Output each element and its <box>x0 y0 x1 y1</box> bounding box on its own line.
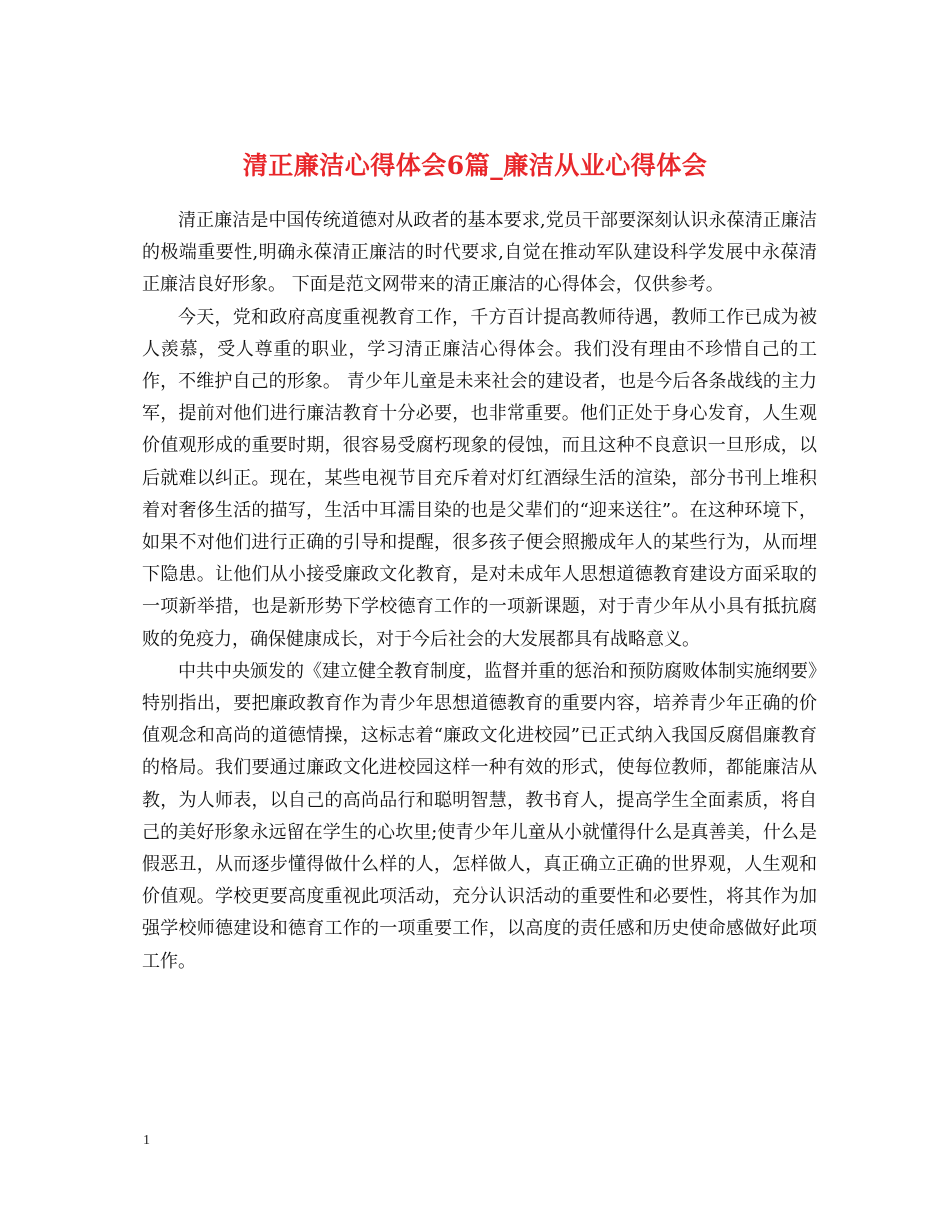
document-body <box>142 205 817 978</box>
document-title: 清正廉洁心得体会6篇_廉洁从业心得体会 <box>242 150 708 180</box>
paragraph-intro: 清正廉洁是中国传统道德对从政者的基本要求,党员干部要深刻认识永葆清正廉洁的极端重要性,明确永葆清正廉洁的时代要求,自觉在推动军队建设科学发展中永葆清正廉洁良好形象。 下面是范文网带来的清正廉洁的心得体会，仅供参考。 <box>142 210 817 296</box>
paragraph-teachers: 今天，党和政府高度重视教育工作，千方百计提高教师待遇，教师工作已成为被人羡慕，受人尊重的职业，学习清正廉洁心得体会。我们没有理由不珍惜自己的工作，不维护自己的形象。 青少年儿童是未来社会的建设者，也是今后各条战线的主力军，提前对他们进行廉洁教育十分必要，也非常重要。他们正处于身心发育，人生观价值观形成的重要时期，很容易受腐朽现象的侵蚀，而且这种不良意识一旦形成，以后就难以纠正。现在，某些电视节目充斥着对灯红酒绿生活的渲染，部分书刊上堆积着对奢侈生活的描写，生活中耳濡目染的也是父辈们的“迎来送往”。在这种环境下，如果不对他们进行正确的引导和提醒，很多孩子便会照搬成年人的某些行为，从而埋下隐患。让他们从小接受廉政文化教育，是对未成年人思想道德教育建设方面采取的一项新举措，也是新形势下学校德育工作的一项新课题，对于青少年从小具有抵抗腐败的免疫力，确保健康成长，对于今后社会的大发展都具有战略意义。 <box>142 306 817 650</box>
paragraph-central-outline: 中共中央颁发的《建立健全教育制度，监督并重的惩治和预防腐败体制实施纲要》特别指出，要把廉政教育作为青少年思想道德教育的重要内容，培养青少年正确的价值观念和高尚的道德情操，这标志着“廉政文化进校园”已正式纳入我国反腐倡廉教育的格局。我们要通过廉政文化进校园这样一种有效的形式，使每位教师，都能廉洁从教，为人师表，以自己的高尚品行和聪明智慧，教书育人，提高学生全面素质，将自己的美好形象永远留在学生的心坎里;使青少年儿童从小就懂得什么是真善美，什么是假恶丑，从而逐步懂得做什么样的人，怎样做人，真正确立正确的世界观，人生观和价值观。学校更要高度重视此项活动，充分认识活动的重要性和必要性，将其作为加强学校师德建设和德育工作的一项重要工作，以高度的责任感和历史使命感做好此项工作。 <box>142 660 817 972</box>
page-number: 1 <box>143 1133 150 1148</box>
